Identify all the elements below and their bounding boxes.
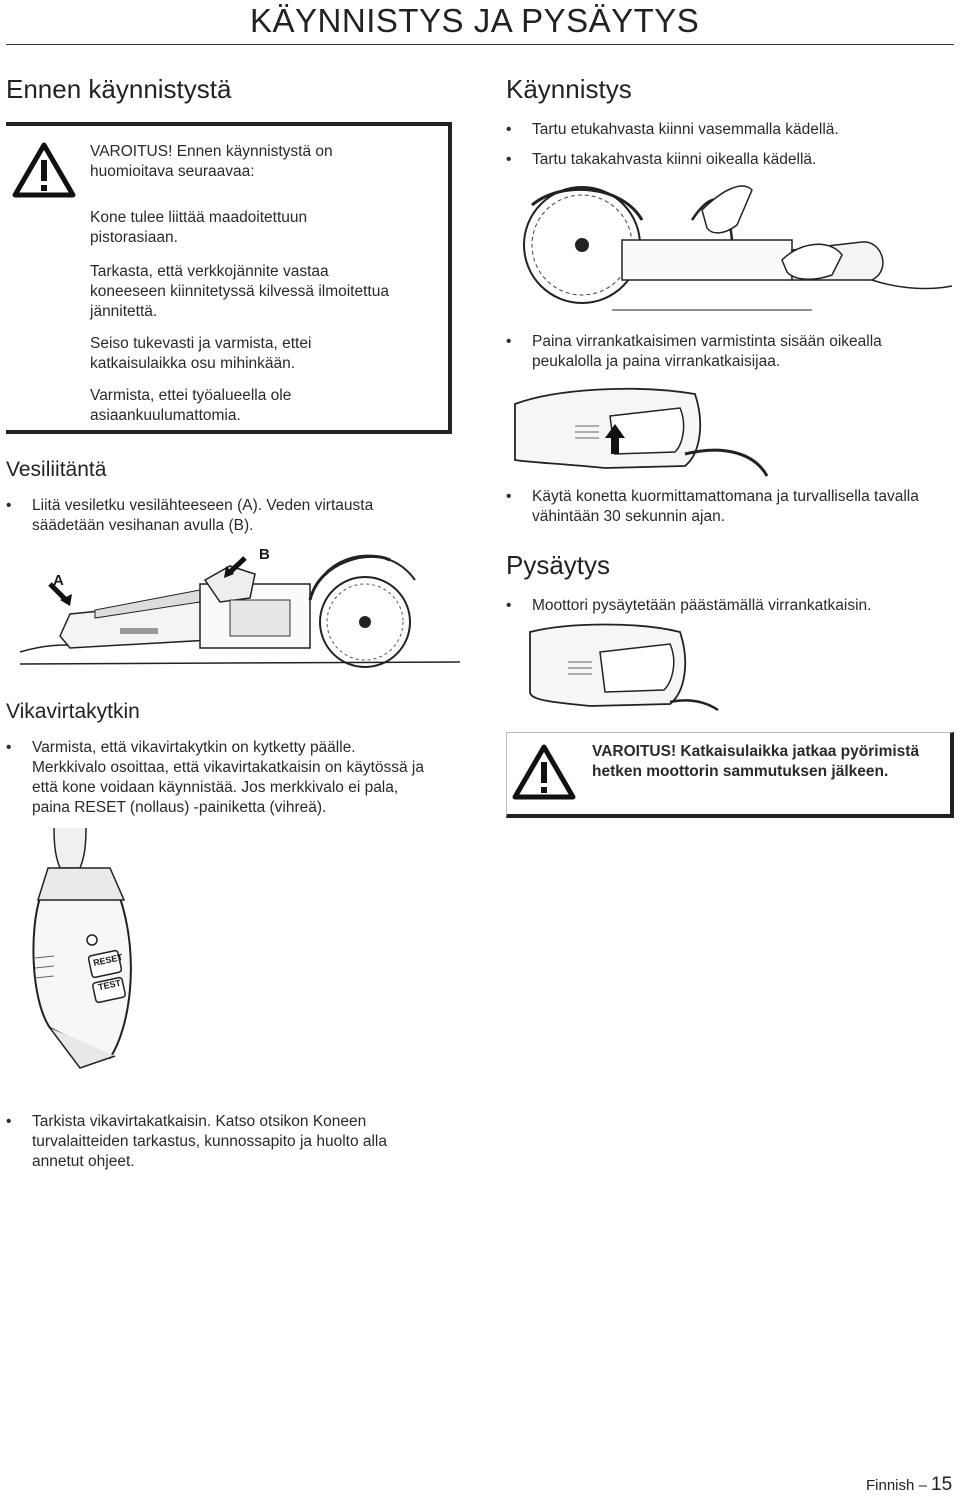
precaution-2-line-1: Tarkasta, että verkkojännite vastaa bbox=[90, 263, 329, 280]
footer-language: Finnish bbox=[866, 1477, 915, 1494]
title-rule bbox=[6, 44, 954, 45]
warning-label: VAROITUS! bbox=[90, 143, 173, 160]
precaution-3 bbox=[90, 334, 440, 374]
precaution-4 bbox=[90, 386, 440, 426]
heading-before-start: Ennen käynnistystä bbox=[6, 74, 232, 104]
start-bullet-1: • Tartu etukahvasta kiinni vasemmalla kädellä. bbox=[532, 120, 952, 140]
test-button-label: TEST bbox=[97, 977, 122, 993]
stop-warning-triangle-icon bbox=[512, 744, 576, 800]
rcd-line-1: • Varmista, että vikavirtakytkin on kytketty päälle. bbox=[32, 739, 356, 756]
precaution-3-line-2: katkaisulaikka osu mihinkään. bbox=[90, 355, 296, 372]
page-number: 15 bbox=[931, 1474, 953, 1495]
precaution-4-line-1: Varmista, ettei työalueella ole bbox=[90, 387, 292, 404]
water-bullet-line-2: säädetään vesihanan avulla (B). bbox=[32, 517, 254, 534]
precaution-4-line-2: asiaankuulumattomia. bbox=[90, 407, 241, 424]
warning-text bbox=[90, 142, 430, 182]
precaution-2-line-3: jännitettä. bbox=[90, 303, 158, 320]
run-line-2: vähintään 30 sekunnin ajan. bbox=[532, 508, 726, 525]
label-a: A bbox=[53, 572, 64, 589]
label-b: B bbox=[259, 546, 270, 563]
footer-dash: – bbox=[918, 1477, 927, 1494]
warning-triangle-icon bbox=[12, 142, 76, 198]
rcd-check-line-3: annetut ohjeet. bbox=[32, 1153, 135, 1170]
handle-release-illustration bbox=[530, 622, 720, 712]
stop-warning-text bbox=[592, 742, 948, 782]
heading-stop: Pysäytys bbox=[506, 550, 611, 580]
rcd-check-line-2: turvalaitteiden tarkastus, kunnossapito ja huolto alla bbox=[32, 1133, 387, 1150]
rcd-line-4: paina RESET (nollaus) -painiketta (vihreä). bbox=[32, 799, 327, 816]
precaution-3-line-1: Seiso tukevasti ja varmista, ettei bbox=[90, 335, 312, 352]
precaution-1-line-1: Kone tulee liittää maadoitettuun bbox=[90, 209, 308, 226]
stop-warning-text-1: Katkaisulaikka jatkaa pyörimistä bbox=[676, 743, 920, 760]
water-bullet bbox=[32, 496, 452, 536]
reset-button-label: RESET bbox=[92, 951, 124, 969]
handle-switch-illustration bbox=[515, 384, 775, 476]
heading-rcd: Vikavirtakytkin bbox=[6, 700, 140, 723]
water-bullet-line-1: • Liitä vesiletku vesilähteeseen (A). Veden virtausta bbox=[32, 497, 374, 514]
stop-warning-text-2: hetken moottorin sammutuksen jälkeen. bbox=[592, 763, 889, 780]
rcd-line-2: Merkkivalo osoittaa, että vikavirtakatkaisin on käytössä ja bbox=[32, 759, 424, 776]
press-line-1: • Paina virrankatkaisimen varmistinta sisään oikealla bbox=[532, 333, 882, 350]
rcd-check-line-1: • Tarkista vikavirtakatkaisin. Katso otsikon Koneen bbox=[32, 1113, 367, 1130]
rcd-check-bullet bbox=[32, 1112, 462, 1172]
press-switch-bullet bbox=[532, 332, 952, 372]
run-bullet bbox=[532, 487, 952, 527]
precaution-2-line-2: koneeseen kiinnitetyssä kilvessä ilmoitettua bbox=[90, 283, 389, 300]
heading-start: Käynnistys bbox=[506, 74, 632, 104]
precaution-1 bbox=[90, 208, 440, 248]
saw-hands-illustration bbox=[512, 180, 952, 320]
stop-bullet: • Moottori pysäytetään päästämällä virrankatkaisin. bbox=[532, 596, 952, 616]
stop-warning-label: VAROITUS! bbox=[592, 743, 677, 760]
start-bullet-2: • Tartu takakahvasta kiinni oikealla kädellä. bbox=[532, 150, 952, 170]
run-line-1: • Käytä konetta kuormittamattomana ja turvallisella tavalla bbox=[532, 488, 919, 505]
warning-text-1: Ennen käynnistystä on bbox=[172, 143, 333, 160]
rcd-line-3: että kone voidaan käynnistää. Jos merkkivalo ei pala, bbox=[32, 779, 399, 796]
heading-water: Vesiliitäntä bbox=[6, 458, 107, 481]
rcd-bullet bbox=[32, 738, 462, 818]
footer bbox=[866, 1474, 952, 1496]
page-title: KÄYNNISTYS JA PYSÄYTYS bbox=[250, 2, 700, 39]
precaution-2 bbox=[90, 262, 450, 322]
precaution-1-line-2: pistorasiaan. bbox=[90, 229, 178, 246]
saw-water-illustration bbox=[20, 540, 460, 670]
rcd-plug-illustration bbox=[20, 828, 180, 1078]
press-line-2: peukalolla ja paina virrankatkaisijaa. bbox=[532, 353, 781, 370]
warning-text-2: huomioitava seuraavaa: bbox=[90, 163, 255, 180]
